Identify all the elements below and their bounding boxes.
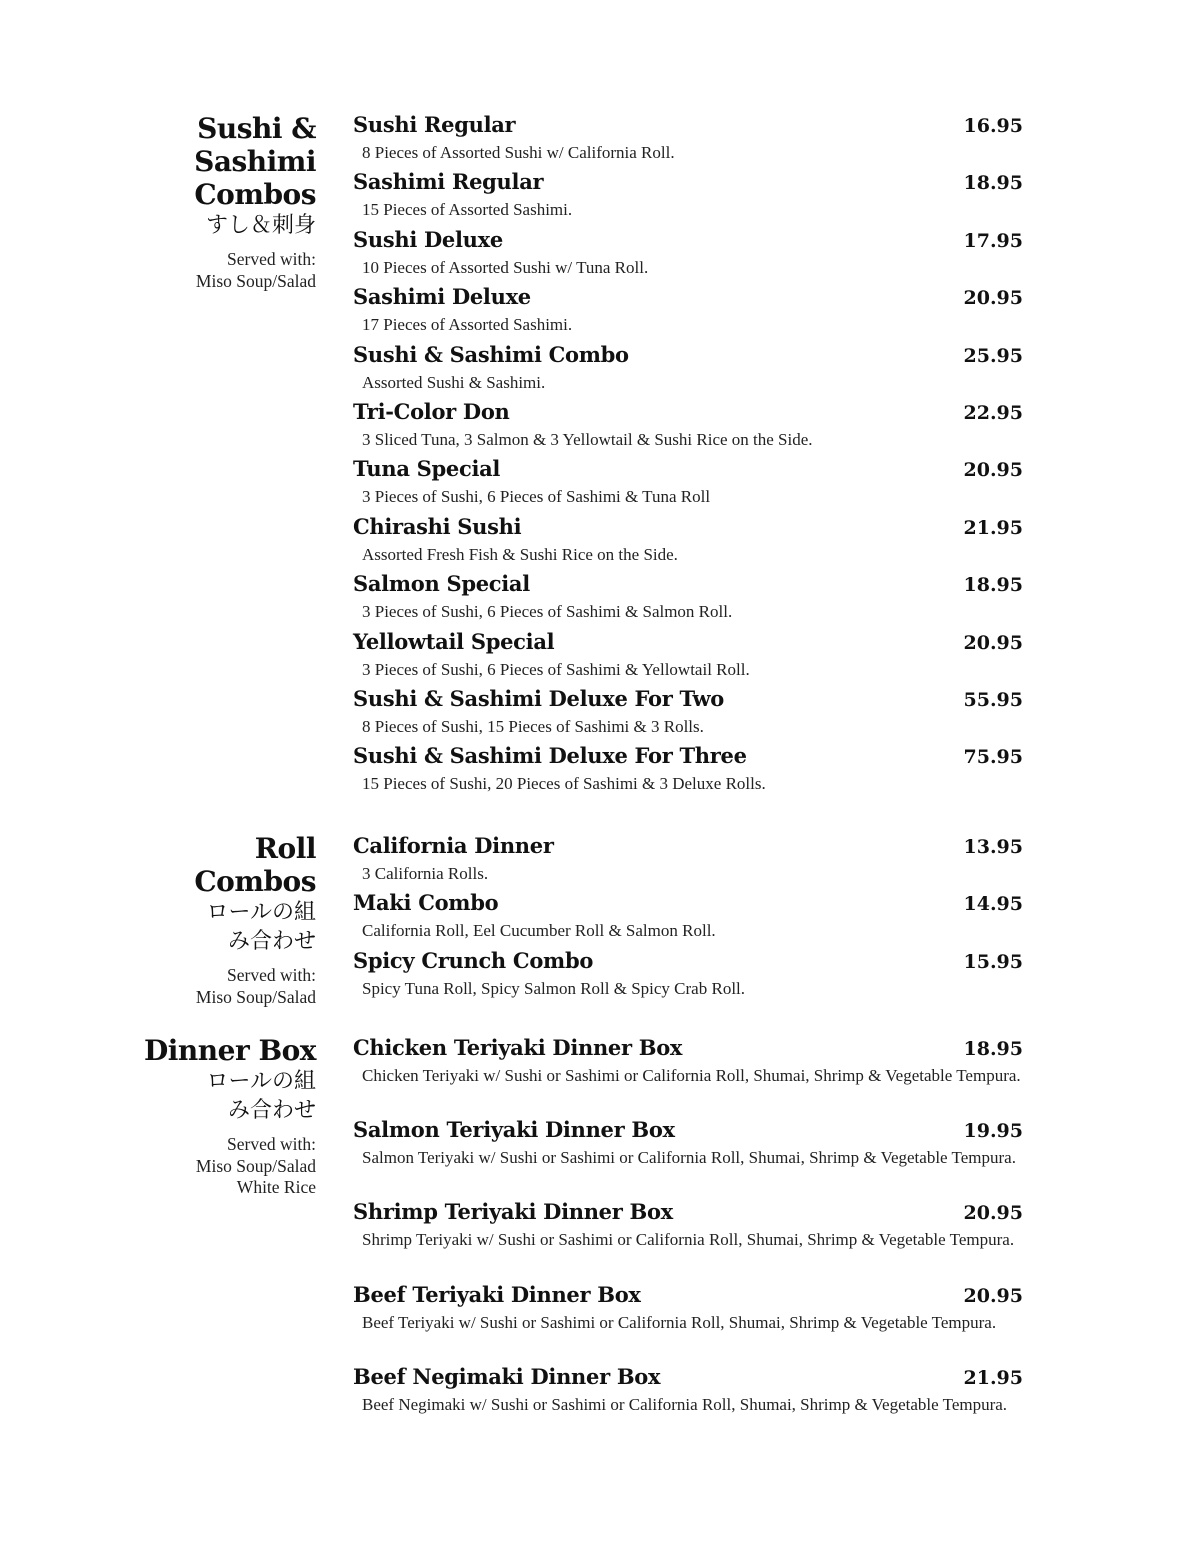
menu-item	[353, 454, 1053, 511]
item-name: Beef Teriyaki Dinner Box	[353, 1281, 641, 1307]
item-name: Chicken Teriyaki Dinner Box	[353, 1035, 683, 1060]
item-price: 55.95	[963, 688, 1023, 711]
section-japanese-title: ロールの組	[206, 900, 316, 925]
item-name: Salmon Special	[353, 571, 530, 597]
item-description: 3 Pieces of Sushi, 6 Pieces of Sashimi & Tuna Roll	[362, 487, 711, 507]
section-japanese-title: すし＆刺身	[205, 213, 316, 238]
menu-item-list	[353, 110, 1053, 799]
menu-item	[353, 225, 1053, 282]
item-price: 18.95	[963, 172, 1023, 195]
served-value: Miso Soup/Salad	[195, 986, 316, 1007]
menu-item	[353, 1362, 1053, 1444]
served-label: Served with:	[227, 965, 316, 985]
item-name: Sashimi Deluxe	[353, 284, 531, 310]
item-name: Shrimp Teriyaki Dinner Box	[353, 1199, 673, 1225]
item-description: 15 Pieces of Sushi, 20 Pieces of Sashimi & 3 Deluxe Rolls.	[362, 774, 766, 794]
item-name: Chirashi Sushi	[353, 513, 522, 539]
served-value: Miso Soup/Salad	[195, 1155, 316, 1176]
item-name: Tri-Color Don	[353, 398, 510, 424]
menu-item	[353, 512, 1053, 569]
item-description: Spicy Tuna Roll, Spicy Salmon Roll & Spicy Crab Roll.	[362, 978, 746, 998]
menu-item	[353, 569, 1053, 626]
served-with	[106, 1134, 316, 1199]
section-header	[106, 1034, 316, 1199]
menu-item	[353, 888, 1053, 945]
item-price: 13.95	[963, 836, 1023, 858]
item-price: 17.95	[963, 229, 1023, 252]
item-description: California Roll, Eel Cucumber Roll & Salmon Roll.	[362, 921, 716, 941]
item-description: Chicken Teriyaki w/ Sushi or Sashimi or California Roll, Shumai, Shrimp & Vegetable Tempura.	[362, 1066, 1021, 1085]
section-title-line: Sashimi	[194, 145, 316, 178]
item-price: 16.95	[963, 115, 1023, 137]
item-description: Assorted Sushi & Sashimi.	[362, 372, 546, 392]
served-with	[106, 965, 316, 1008]
item-name: Beef Negimaki Dinner Box	[353, 1363, 661, 1389]
item-price: 21.95	[963, 516, 1023, 539]
item-description: 10 Pieces of Assorted Sushi w/ Tuna Roll.	[362, 257, 649, 277]
section-header	[106, 832, 316, 1008]
menu-item	[353, 946, 1053, 1003]
section-japanese-title: ロールの組	[206, 1069, 316, 1094]
menu-item	[353, 340, 1053, 397]
item-name: Salmon Teriyaki Dinner Box	[353, 1117, 675, 1143]
item-name: Sushi & Sashimi Deluxe For Three	[353, 743, 747, 769]
item-description: 3 Pieces of Sushi, 6 Pieces of Sashimi & Salmon Roll.	[362, 602, 733, 622]
item-name: Sushi & Sashimi Combo	[353, 341, 629, 367]
item-price: 21.95	[963, 1366, 1023, 1389]
menu-item	[353, 1115, 1053, 1197]
item-description: Shrimp Teriyaki w/ Sushi or Sashimi or California Roll, Shumai, Shrimp & Vegetable Tempura.	[362, 1230, 1015, 1250]
item-name: Sushi Regular	[353, 112, 516, 137]
menu-item-list	[353, 1033, 1053, 1444]
menu-item	[353, 167, 1053, 224]
item-description: 8 Pieces of Sushi, 15 Pieces of Sashimi & 3 Rolls.	[362, 716, 704, 736]
item-description: 3 Pieces of Sushi, 6 Pieces of Sashimi & Yellowtail Roll.	[362, 659, 750, 679]
menu-item	[353, 397, 1053, 454]
menu-item-list	[353, 831, 1053, 1003]
item-price: 15.95	[963, 950, 1023, 973]
item-name: Sushi & Sashimi Deluxe For Two	[353, 685, 724, 711]
item-name: Tuna Special	[353, 456, 501, 482]
menu-item	[353, 282, 1053, 339]
menu-item	[353, 110, 1053, 167]
section-title-line: Roll	[254, 832, 316, 865]
item-name: Yellowtail Special	[353, 628, 555, 654]
menu-item	[353, 1280, 1053, 1362]
section-title-line: Sushi &	[197, 112, 316, 145]
item-price: 20.95	[963, 459, 1023, 482]
item-description: 17 Pieces of Assorted Sashimi.	[362, 315, 573, 335]
served-value: White Rice	[236, 1177, 316, 1197]
item-description: Salmon Teriyaki w/ Sushi or Sashimi or California Roll, Shumai, Shrimp & Vegetable Tempura.	[362, 1148, 1016, 1168]
item-name: Spicy Crunch Combo	[353, 947, 594, 973]
item-price: 20.95	[963, 1284, 1023, 1307]
menu-item	[353, 831, 1053, 888]
item-name: Maki Combo	[353, 890, 499, 916]
item-description: Assorted Fresh Fish & Sushi Rice on the Side.	[362, 544, 678, 564]
menu-item	[353, 1197, 1053, 1279]
item-name: Sashimi Regular	[353, 169, 544, 195]
section-japanese-title: み合わせ	[227, 1098, 316, 1123]
item-price: 20.95	[963, 1202, 1023, 1225]
served-label: Served with:	[227, 1134, 316, 1154]
section-title-line: Combos	[194, 178, 316, 211]
section-title-line: Dinner Box	[144, 1034, 316, 1067]
menu-item	[353, 684, 1053, 741]
served-value: Miso Soup/Salad	[195, 270, 316, 291]
item-description: 3 Sliced Tuna, 3 Salmon & 3 Yellowtail & Sushi Rice on the Side.	[362, 429, 813, 449]
section-japanese-title: み合わせ	[227, 929, 316, 954]
item-price: 20.95	[963, 631, 1023, 654]
item-price: 18.95	[963, 574, 1023, 597]
item-price: 22.95	[963, 401, 1023, 424]
item-description: 8 Pieces of Assorted Sushi w/ California Roll.	[362, 143, 675, 162]
served-label: Served with:	[227, 249, 316, 269]
item-price: 18.95	[963, 1038, 1023, 1060]
item-name: California Dinner	[353, 833, 554, 858]
item-price: 19.95	[963, 1120, 1023, 1143]
item-name: Sushi Deluxe	[353, 226, 503, 252]
item-description: Beef Negimaki w/ Sushi or Sashimi or California Roll, Shumai, Shrimp & Vegetable Tempura.	[362, 1394, 1008, 1414]
item-price: 20.95	[963, 287, 1023, 310]
item-description: Beef Teriyaki w/ Sushi or Sashimi or California Roll, Shumai, Shrimp & Vegetable Tempura.	[362, 1312, 997, 1332]
item-description: 3 California Rolls.	[362, 864, 489, 883]
item-price: 14.95	[963, 893, 1023, 916]
item-price: 75.95	[963, 746, 1023, 769]
menu-item	[353, 627, 1053, 684]
item-price: 25.95	[963, 344, 1023, 367]
menu-item	[353, 741, 1053, 798]
menu-item	[353, 1033, 1053, 1115]
served-with	[106, 249, 316, 292]
section-header	[106, 112, 316, 292]
item-description: 15 Pieces of Assorted Sashimi.	[362, 200, 573, 220]
section-title-line: Combos	[194, 865, 316, 898]
